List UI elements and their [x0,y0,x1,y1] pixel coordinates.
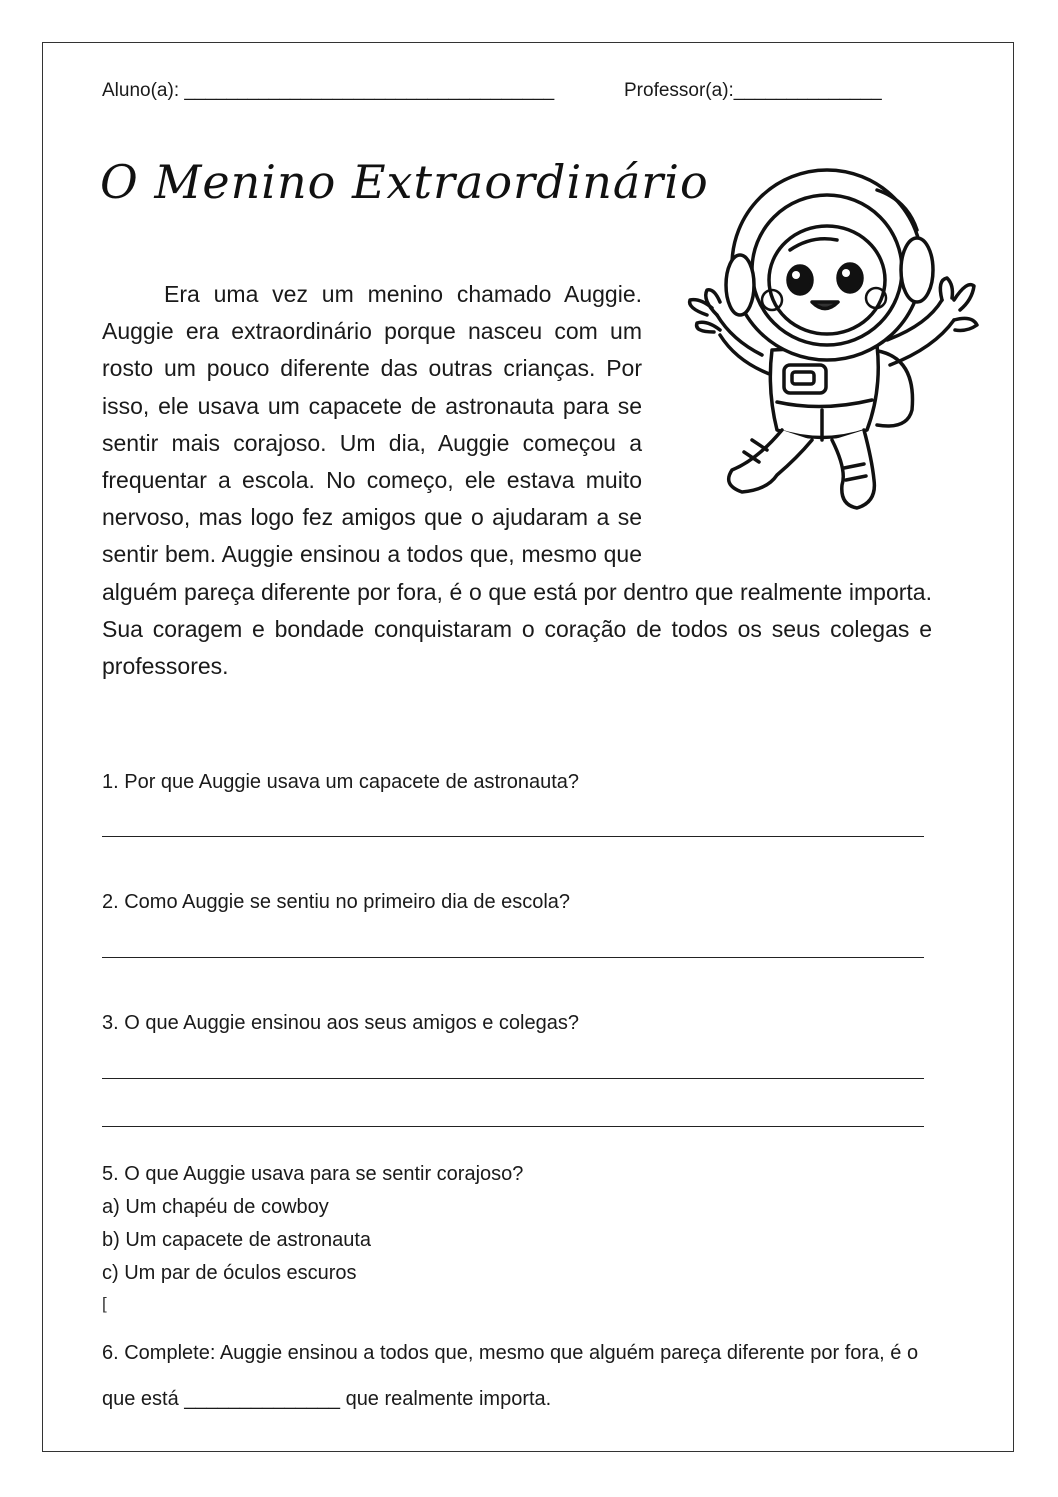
question-6: 6. Complete: Auggie ensinou a todos que, mesmo que alguém pareça diferente por fora, é o que está ______________ que realmente importa. [102,1342,919,1410]
student-name-field[interactable]: Aluno(a): ___________________________________ [102,80,555,101]
answer-line-1[interactable] [102,836,924,837]
option-b[interactable]: b) Um capacete de astronauta [102,1229,372,1251]
illustration-spacer [642,276,932,544]
option-a[interactable]: a) Um chapéu de cowboy [102,1196,329,1218]
answer-line-3b[interactable] [102,1126,924,1127]
answer-line-2[interactable] [102,957,924,958]
option-c[interactable]: c) Um par de óculos escuros [102,1262,357,1284]
story-paragraph: Era uma vez um menino chamado Auggie. Auggie era extraordinário porque nasceu com um rosto um pouco diferente das outras crianças. Por isso, ele usava um capacete de astronauta para se sentir mais corajoso. Um dia, Auggie começou a frequentar a escola. No começo, ele estava muito nervoso, mas logo fez amigos que o ajudaram a se sentir bem. Auggie ensinou a todos que, mesmo que alguém pareça diferente por fora, é o que está por dentro que realmente importa. Sua coragem e bondade conquistaram o coração de todos os seus colegas e professores. [102,281,932,680]
question-2: 2. Como Auggie se sentiu no primeiro dia de escola? [102,891,571,913]
question-1: 1. Por que Auggie usava um capacete de astronauta? [102,771,580,793]
question-5: 5. O que Auggie usava para se sentir corajoso? [102,1163,524,1185]
story-text-block [102,276,932,685]
question-3: 3. O que Auggie ensinou aos seus amigos e colegas? [102,1012,579,1034]
answer-line-3a[interactable] [102,1078,924,1079]
teacher-name-field[interactable]: Professor(a):______________ [624,80,882,101]
page-title: O Menino Extraordinário [100,155,709,209]
stray-mark: [ [102,1294,107,1313]
